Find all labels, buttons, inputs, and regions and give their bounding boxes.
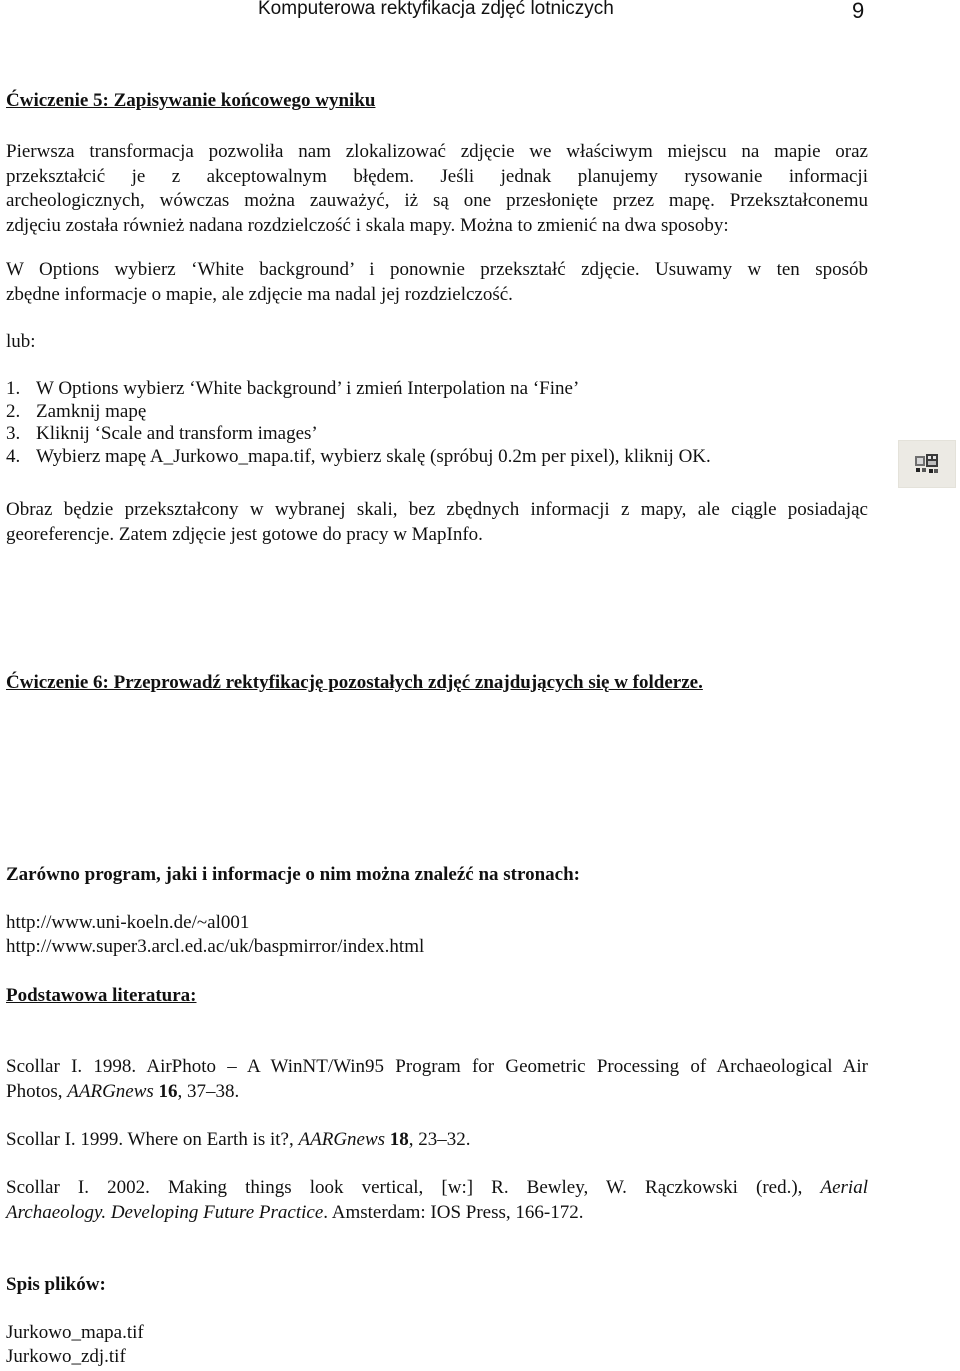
paragraph-line: przekształcić je z akceptowalnym błędem. Jeśli jednak planujemy rysowanie informacji bbox=[6, 165, 868, 187]
or-label: lub: bbox=[6, 331, 36, 352]
step-text: Kliknij ‘Scale and transform images’ bbox=[36, 423, 318, 444]
reference-line bbox=[6, 1080, 868, 1105]
journal-volume: 18 bbox=[389, 1129, 409, 1150]
file-item: Jurkowo_mapa.tif bbox=[6, 1322, 144, 1343]
exercise-5-paragraph-1 bbox=[6, 140, 868, 238]
list-item bbox=[6, 401, 711, 424]
reference-text: Scollar I. 2002. Making things look vertical, [w:] R. Bewley, W. Rączkowski (red.), bbox=[6, 1177, 821, 1198]
scale-transform-icon bbox=[898, 440, 956, 488]
list-item bbox=[6, 423, 711, 446]
reference-text: Scollar I. 1999. Where on Earth is it?, bbox=[6, 1129, 299, 1150]
journal-name: AARGnews bbox=[298, 1129, 386, 1150]
paragraph-line: Pierwsza transformacja pozwoliła nam zlokalizować zdjęcie we właściwym miejscu na mapie oraz bbox=[6, 141, 868, 162]
paragraph-line: Obraz będzie przekształcony w wybranej skali, bez zbędnych informacji z mapy, ale ciągle posiadając bbox=[6, 499, 868, 520]
journal-name: AARGnews bbox=[67, 1080, 154, 1102]
list-item bbox=[6, 378, 711, 401]
reference-line: Scollar I. 1998. AirPhoto – A WinNT/Win95 Program for Geometric Processing of Archaeological Air bbox=[6, 1056, 868, 1077]
exercise-5-paragraph-2 bbox=[6, 258, 868, 307]
exercise-5-paragraph-3 bbox=[6, 498, 868, 547]
paragraph-line: georeferencje. Zatem zdjęcie jest gotowe do pracy w MapInfo. bbox=[6, 523, 483, 545]
running-header-title: Komputerowa rektyfikacja zdjęć lotniczych bbox=[258, 0, 614, 19]
exercise-5-heading: Ćwiczenie 5: Zapisywanie końcowego wyniku bbox=[6, 90, 376, 111]
source-link-1[interactable]: http://www.uni-koeln.de/~al001 bbox=[6, 912, 250, 933]
paragraph-line: zdjęciu została również nadana rozdzielczość i skala mapy. Można to zmienić na dwa sposoby: bbox=[6, 214, 729, 236]
book-title: Aerial bbox=[820, 1177, 868, 1198]
reference-text: , 23–32. bbox=[408, 1129, 471, 1150]
paragraph-line: archeologicznych, wówczas można zauważyć, iż są one przesłonięte przez mapę. Przekształconemu bbox=[6, 190, 868, 211]
reference-line bbox=[6, 1176, 868, 1201]
file-item: Jurkowo_zdj.tif bbox=[6, 1346, 126, 1367]
reference-3 bbox=[6, 1176, 868, 1225]
files-heading: Spis plików: bbox=[6, 1274, 106, 1295]
book-title: Archaeology. Developing Future Practice bbox=[6, 1201, 324, 1223]
exercise-6-heading: Ćwiczenie 6: Przeprowadź rektyfikację pozostałych zdjęć znajdujących się w folderze. bbox=[6, 672, 703, 693]
step-text: W Options wybierz ‘White background’ i zmień Interpolation na ‘Fine’ bbox=[36, 378, 580, 399]
step-number: 4. bbox=[6, 445, 21, 467]
list-item bbox=[6, 446, 711, 469]
literature-heading: Podstawowa literatura: bbox=[6, 985, 197, 1006]
reference-line bbox=[6, 1128, 868, 1153]
reference-text: . Amsterdam: IOS Press, 166-172. bbox=[323, 1201, 584, 1223]
reference-text: , 37–38. bbox=[177, 1080, 240, 1102]
step-text: Wybierz mapę A_Jurkowo_mapa.tif, wybierz skalę (spróbuj 0.2m per pixel), kliknij OK. bbox=[36, 445, 711, 467]
paragraph-line: zbędne informacje o mapie, ale zdjęcie ma nadal jej rozdzielczość. bbox=[6, 283, 513, 305]
step-number: 3. bbox=[6, 423, 21, 444]
page-number: 9 bbox=[852, 0, 865, 23]
steps-list bbox=[6, 378, 711, 468]
reference-text: Photos, bbox=[6, 1080, 68, 1102]
scale-transform-icon-graphic bbox=[914, 452, 940, 474]
reference-2 bbox=[6, 1128, 868, 1153]
journal-volume: 16 bbox=[158, 1080, 178, 1102]
paragraph-line: W Options wybierz ‘White background’ i ponownie przekształć zdjęcie. Usuwamy w ten sposób bbox=[6, 259, 868, 280]
reference-1 bbox=[6, 1055, 868, 1104]
step-text: Zamknij mapę bbox=[36, 400, 147, 422]
step-number: 1. bbox=[6, 378, 21, 399]
reference-line bbox=[6, 1201, 868, 1226]
sources-heading: Zarówno program, jaki i informacje o nim można znaleźć na stronach: bbox=[6, 864, 580, 885]
step-number: 2. bbox=[6, 400, 21, 422]
source-link-2[interactable]: http://www.super3.arcl.ed.ac/uk/baspmirror/index.html bbox=[6, 936, 425, 957]
